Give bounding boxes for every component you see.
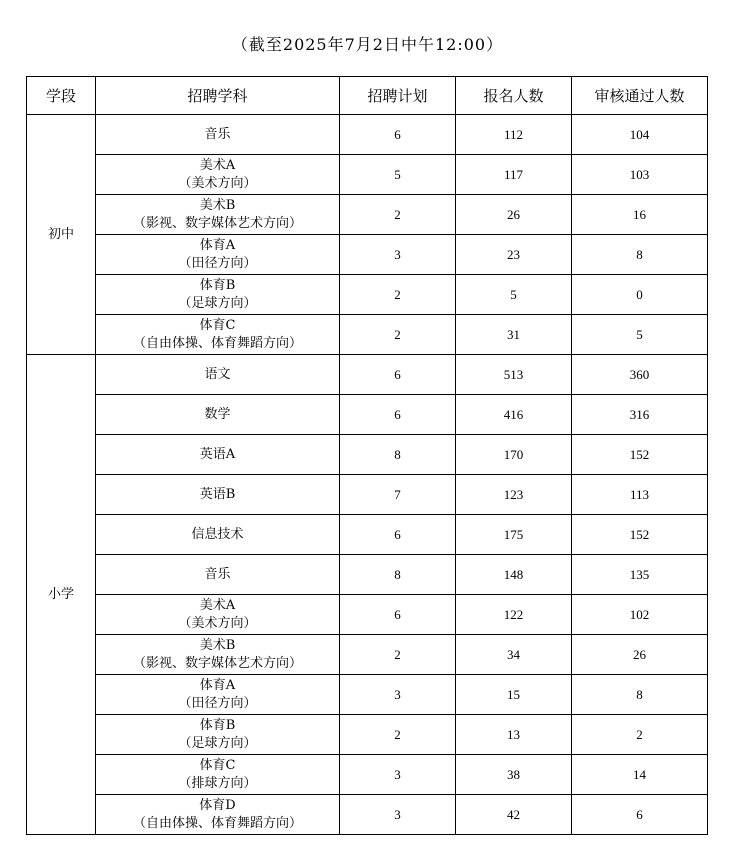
subject-direction: （田径方向） [178, 695, 257, 711]
subject-name: 音乐 [204, 126, 231, 142]
table-row [27, 555, 708, 595]
table-row [27, 395, 708, 435]
table-row [27, 715, 708, 755]
table-row [27, 155, 708, 195]
plan-cell: 2 [340, 635, 456, 675]
approved-cell: 0 [572, 275, 708, 315]
subject-direction: （足球方向） [178, 295, 257, 311]
approved-cell: 8 [572, 235, 708, 275]
subject-name: 体育A [199, 677, 236, 693]
plan-cell: 6 [340, 395, 456, 435]
subject-name: 美术A [199, 597, 236, 613]
plan-cell: 5 [340, 155, 456, 195]
approved-cell: 16 [572, 195, 708, 235]
table-row [27, 675, 708, 715]
applicants-cell: 513 [456, 355, 572, 395]
recruitment-stats-table [26, 76, 708, 835]
subject-cell [96, 235, 340, 275]
subject-name: 语文 [204, 366, 231, 382]
applicants-cell: 123 [456, 475, 572, 515]
applicants-cell: 112 [456, 115, 572, 155]
table-row [27, 355, 708, 395]
subject-name: 体育B [199, 717, 236, 733]
subject-direction: （自由体操、体育舞蹈方向） [132, 335, 302, 351]
plan-cell: 2 [340, 315, 456, 355]
table-header-row [27, 77, 708, 115]
plan-cell: 3 [340, 755, 456, 795]
table-row [27, 515, 708, 555]
applicants-cell: 26 [456, 195, 572, 235]
plan-cell: 7 [340, 475, 456, 515]
approved-cell: 360 [572, 355, 708, 395]
header-approved: 审核通过人数 [572, 77, 708, 115]
plan-cell: 6 [340, 515, 456, 555]
approved-cell: 152 [572, 435, 708, 475]
subject-direction: （影视、数字媒体艺术方向） [132, 215, 302, 231]
subject-cell [96, 635, 340, 675]
subject-direction: （美术方向） [178, 615, 257, 631]
subject-cell [96, 795, 340, 835]
subtitle-cutoff-time: （截至2025年7月2日中午12:00） [231, 35, 504, 54]
subject-cell [96, 555, 340, 595]
subject-name: 体育C [199, 317, 236, 333]
approved-cell: 104 [572, 115, 708, 155]
applicants-cell: 148 [456, 555, 572, 595]
plan-cell: 2 [340, 715, 456, 755]
subject-direction: （排球方向） [178, 775, 257, 791]
subject-cell [96, 115, 340, 155]
subject-name: 信息技术 [191, 526, 244, 542]
table-row [27, 195, 708, 235]
approved-cell: 103 [572, 155, 708, 195]
approved-cell: 316 [572, 395, 708, 435]
plan-cell: 8 [340, 435, 456, 475]
approved-cell: 2 [572, 715, 708, 755]
approved-cell: 26 [572, 635, 708, 675]
subject-direction: （影视、数字媒体艺术方向） [132, 655, 302, 671]
subject-cell [96, 755, 340, 795]
applicants-cell: 34 [456, 635, 572, 675]
approved-cell: 5 [572, 315, 708, 355]
subject-cell [96, 675, 340, 715]
subject-cell [96, 515, 340, 555]
subject-name: 英语B [199, 486, 236, 502]
header-applicants: 报名人数 [456, 77, 572, 115]
subject-direction: （美术方向） [178, 175, 257, 191]
subject-name: 体育A [199, 237, 236, 253]
table-row [27, 275, 708, 315]
plan-cell: 3 [340, 795, 456, 835]
applicants-cell: 5 [456, 275, 572, 315]
table-row [27, 755, 708, 795]
subject-name: 体育C [199, 757, 236, 773]
applicants-cell: 416 [456, 395, 572, 435]
applicants-cell: 13 [456, 715, 572, 755]
table-row [27, 315, 708, 355]
subject-cell [96, 475, 340, 515]
subject-name: 美术B [199, 197, 236, 213]
plan-cell: 3 [340, 675, 456, 715]
subject-cell [96, 195, 340, 235]
applicants-cell: 117 [456, 155, 572, 195]
table-row [27, 235, 708, 275]
table-row [27, 635, 708, 675]
subject-cell [96, 595, 340, 635]
subject-direction: （足球方向） [178, 735, 257, 751]
applicants-cell: 23 [456, 235, 572, 275]
applicants-cell: 31 [456, 315, 572, 355]
approved-cell: 135 [572, 555, 708, 595]
approved-cell: 113 [572, 475, 708, 515]
subject-direction: （自由体操、体育舞蹈方向） [132, 815, 302, 831]
plan-cell: 2 [340, 195, 456, 235]
approved-cell: 152 [572, 515, 708, 555]
school-level-cell: 小学 [27, 355, 96, 835]
subject-cell [96, 395, 340, 435]
subject-direction: （田径方向） [178, 255, 257, 271]
subject-cell [96, 355, 340, 395]
table-row [27, 435, 708, 475]
table-row [27, 475, 708, 515]
table-body [27, 115, 708, 835]
plan-cell: 6 [340, 595, 456, 635]
plan-cell: 3 [340, 235, 456, 275]
plan-cell: 6 [340, 115, 456, 155]
subject-cell [96, 275, 340, 315]
header-plan: 招聘计划 [340, 77, 456, 115]
approved-cell: 6 [572, 795, 708, 835]
subject-name: 体育D [199, 797, 236, 813]
subject-name: 数学 [204, 406, 231, 422]
applicants-cell: 38 [456, 755, 572, 795]
table-row [27, 595, 708, 635]
plan-cell: 2 [340, 275, 456, 315]
applicants-cell: 15 [456, 675, 572, 715]
plan-cell: 6 [340, 355, 456, 395]
approved-cell: 102 [572, 595, 708, 635]
applicants-cell: 170 [456, 435, 572, 475]
subject-cell [96, 315, 340, 355]
plan-cell: 8 [340, 555, 456, 595]
approved-cell: 14 [572, 755, 708, 795]
subject-name: 体育B [199, 277, 236, 293]
table-row [27, 795, 708, 835]
applicants-cell: 175 [456, 515, 572, 555]
subject-name: 英语A [199, 446, 236, 462]
subject-name: 美术A [199, 157, 236, 173]
subject-cell [96, 435, 340, 475]
subject-cell [96, 155, 340, 195]
subject-name: 音乐 [204, 566, 231, 582]
subject-name: 美术B [199, 637, 236, 653]
header-level: 学段 [27, 77, 96, 115]
applicants-cell: 42 [456, 795, 572, 835]
subject-cell [96, 715, 340, 755]
header-subject: 招聘学科 [96, 77, 340, 115]
school-level-cell: 初中 [27, 115, 96, 355]
table-row [27, 115, 708, 155]
applicants-cell: 122 [456, 595, 572, 635]
approved-cell: 8 [572, 675, 708, 715]
